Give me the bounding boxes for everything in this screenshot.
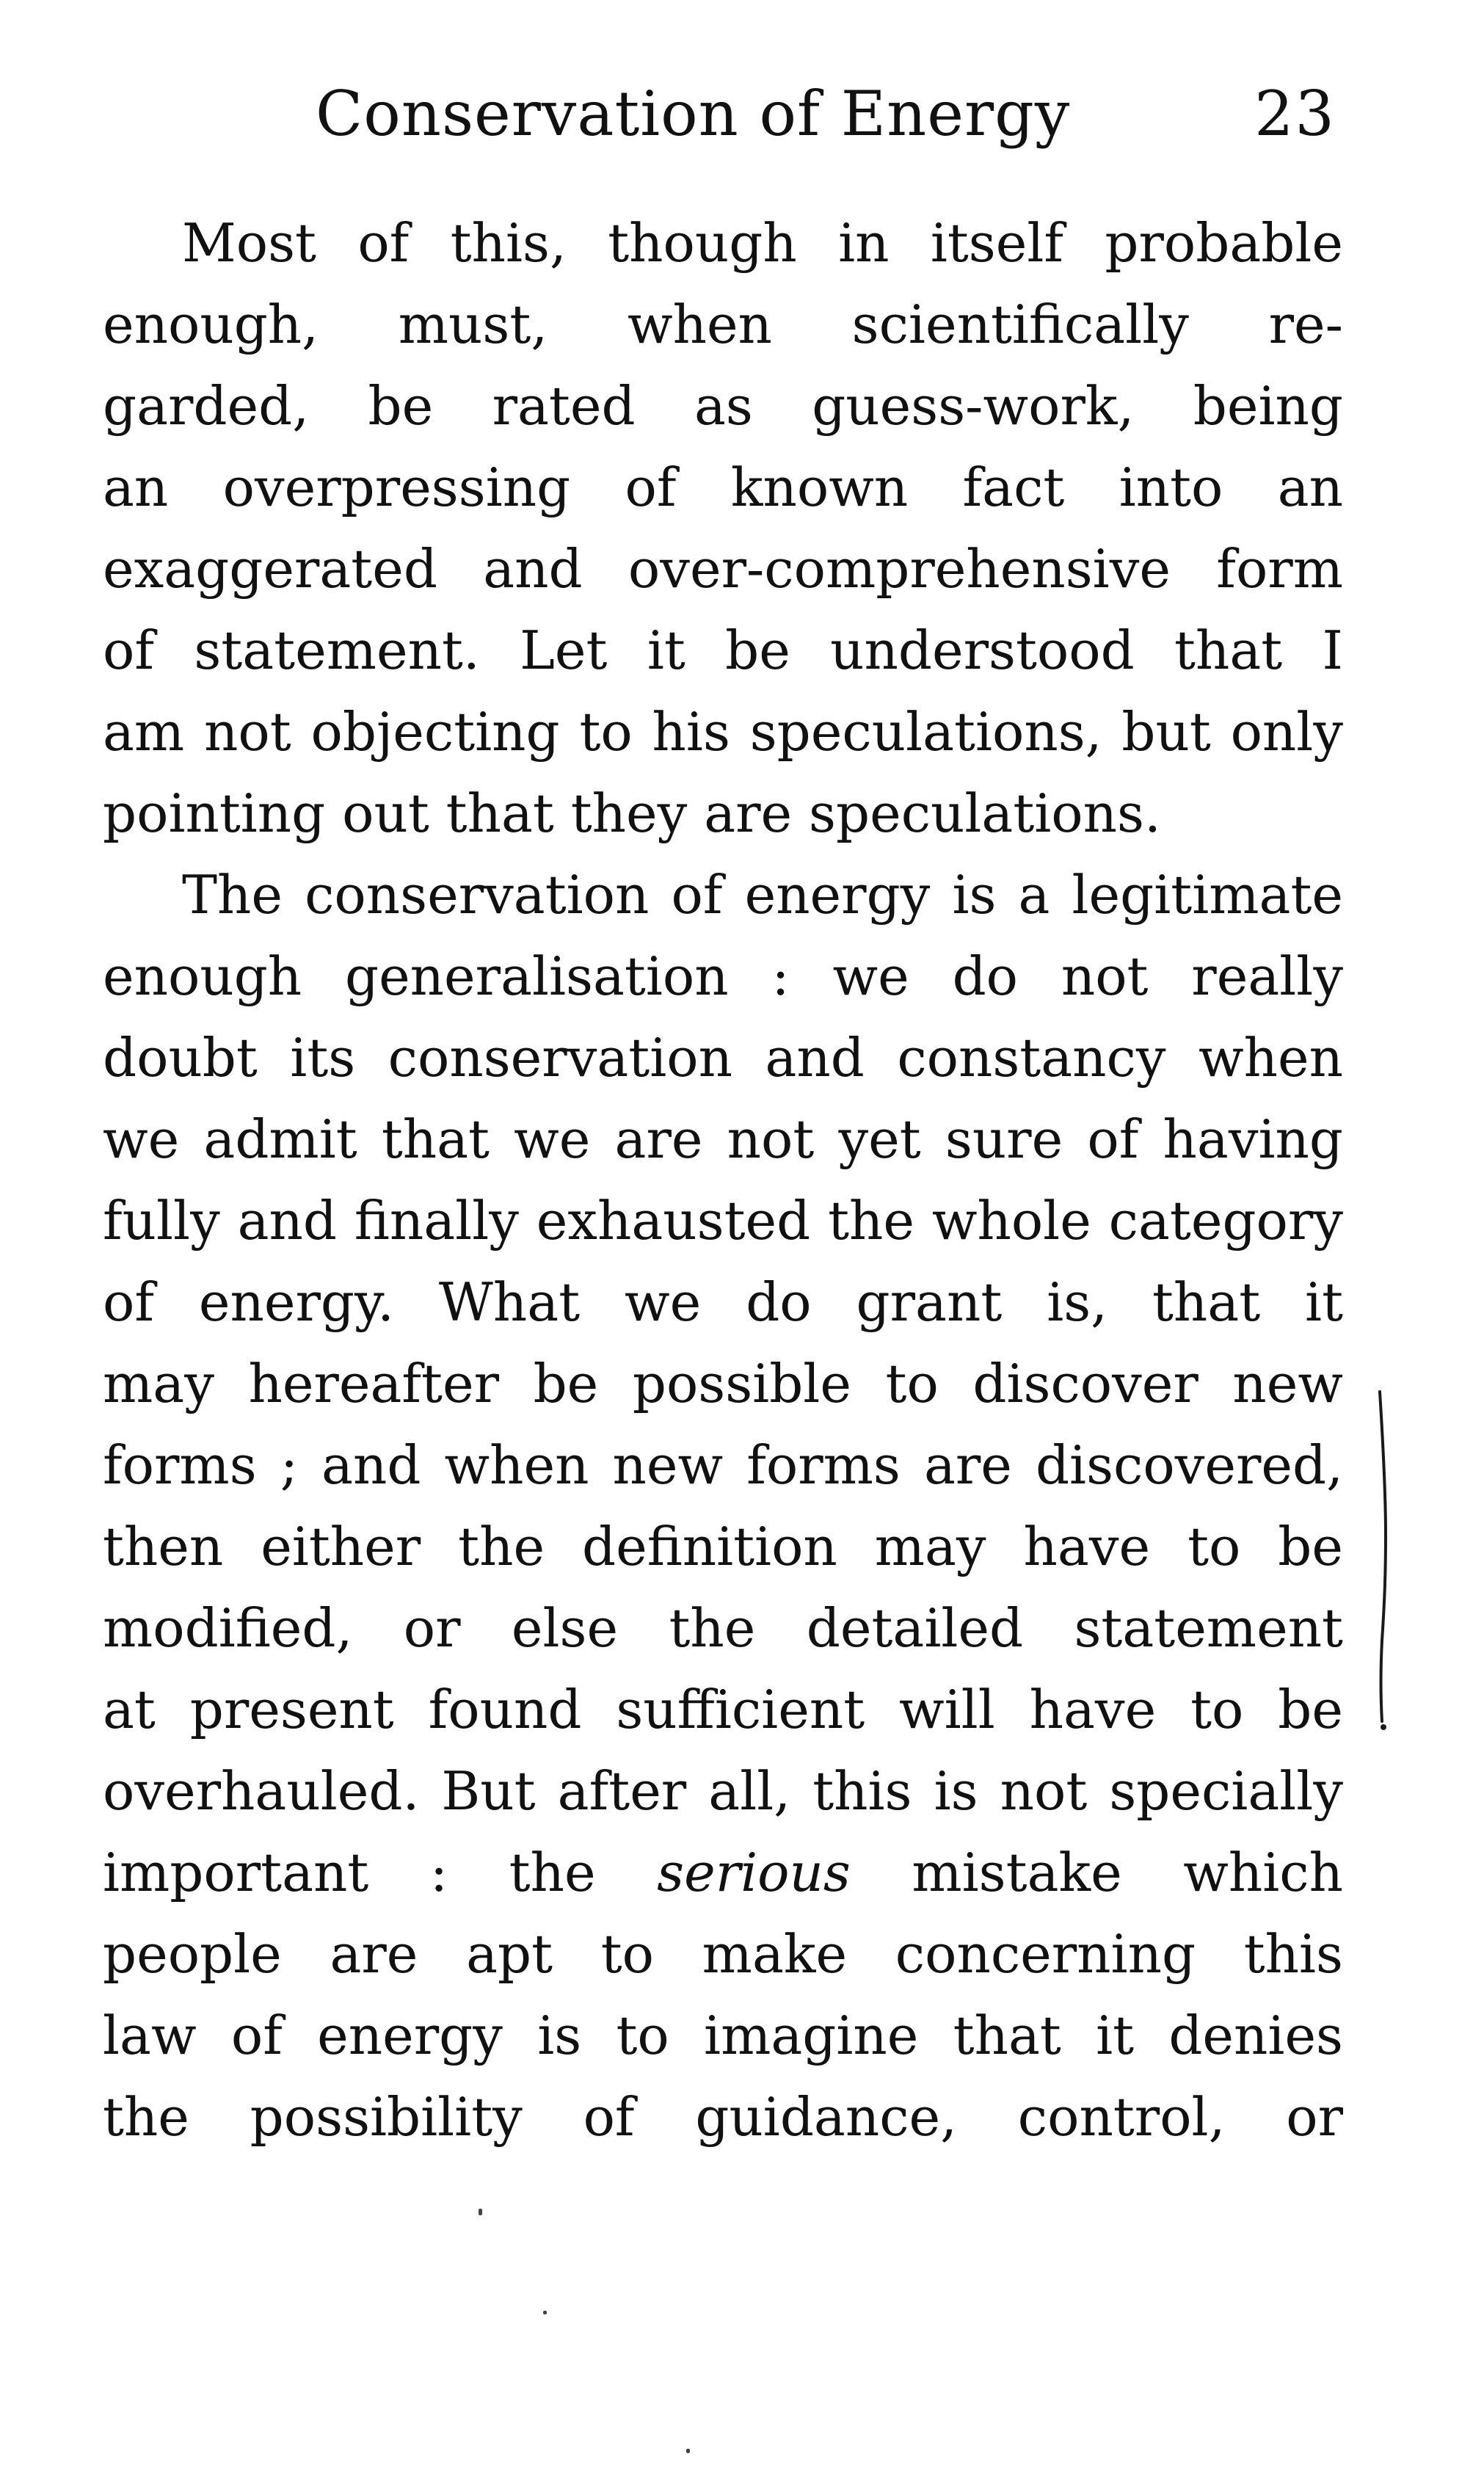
text-line: law of energy is to imagine that it denies [103,2005,1343,2066]
margin-pencil-mark [1371,1387,1393,1732]
text-line: pointing out that they are speculations. [103,782,1161,844]
text-line: overhauled. But after all, this is not specially [103,1760,1343,1822]
paper-speck [543,2311,547,2314]
text-line: enough, must, when scientifically re- [103,294,1343,355]
paragraph [103,203,1343,854]
text-line: am not objecting to his speculations, but only [103,701,1343,763]
text-line: fully and finally exhausted the whole category [103,1190,1343,1252]
text-segment: mistake which [850,1842,1343,1903]
text-line: may hereafter be possible to discover new [103,1353,1343,1414]
text-line: Most of this, though in itself probable [182,212,1343,274]
text-line: The conservation of energy is a legitimate [182,864,1343,926]
body-text [103,203,1343,2158]
text-line: doubt its conservation and constancy when [103,1027,1343,1089]
margin-line [1380,1392,1386,1721]
margin-dot [1381,1724,1386,1730]
text-line: of energy. What we do grant is, that it [103,1271,1343,1333]
text-line: then either the definition may have to be [103,1516,1343,1577]
text-line: the possibility of guidance, control, or [103,2086,1343,2148]
text-line: forms ; and when new forms are discovered, [103,1434,1343,1496]
text-line-with-italic [103,1832,1343,1914]
text-line: people are apt to make concerning this [103,1923,1343,1985]
text-line: at present found sufficient will have to be [103,1679,1343,1740]
page-number: 23 [1254,78,1336,150]
paper-speck [479,2209,482,2215]
text-line: enough generalisation : we do not really [103,945,1343,1007]
paper-speck [686,2449,690,2453]
running-title: Conservation of Energy [316,78,1071,150]
text-segment: important : the [103,1842,658,1903]
text-line: garded, be rated as guess-work, being [103,375,1343,437]
text-line: an overpressing of known fact into an [103,457,1343,518]
text-line: we admit that we are not yet sure of having [103,1108,1343,1170]
italic-word: serious [657,1842,851,1903]
text-line: exaggerated and over-comprehensive form [103,538,1343,600]
text-line: of statement. Let it be understood that I [103,620,1343,681]
paragraph [103,854,1343,2158]
text-line: modified, or else the detailed statement [103,1597,1343,1659]
running-head [316,66,1336,161]
